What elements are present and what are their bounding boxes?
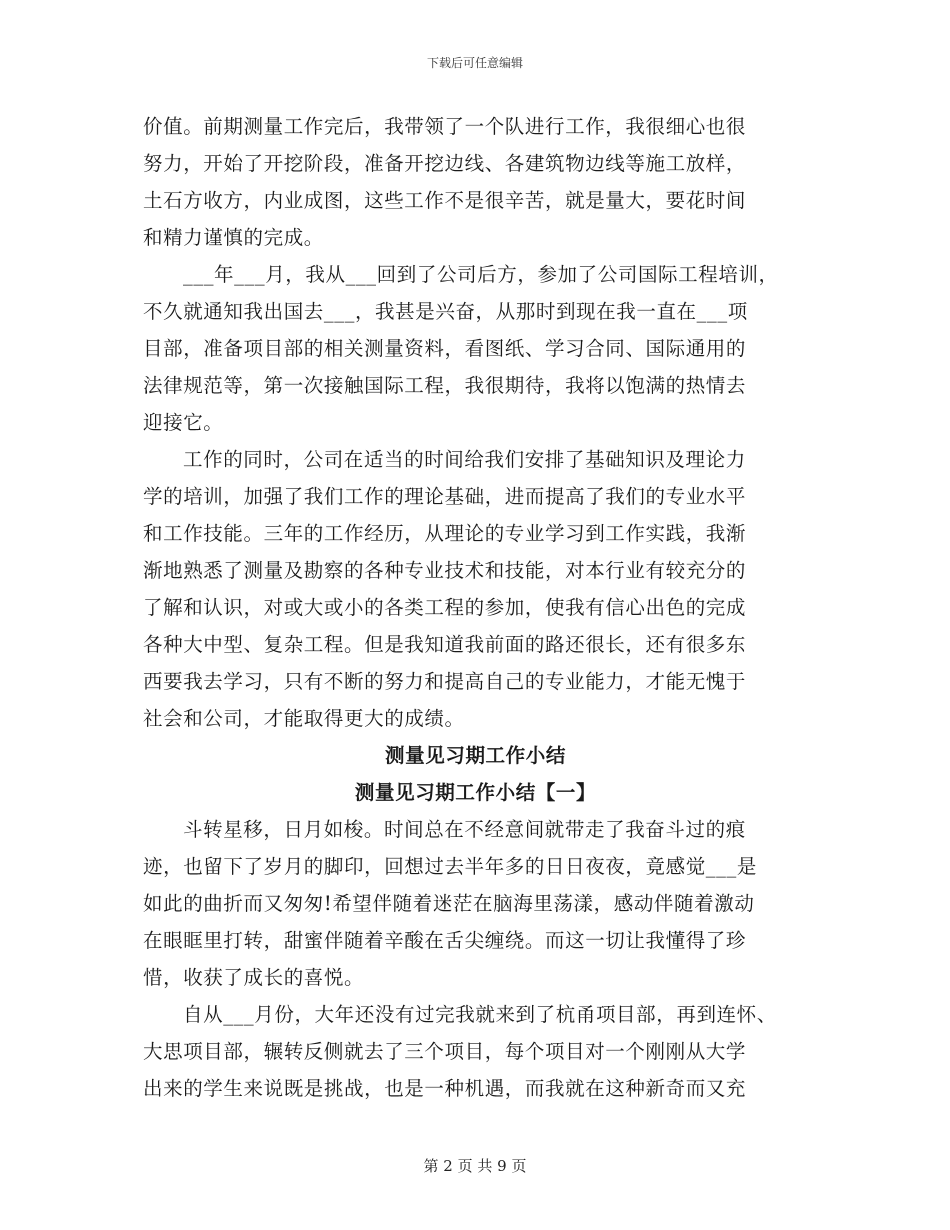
- page-footer: 第 2 页 共 9 页: [423, 1157, 527, 1175]
- text-line: 和精力谨慎的完成。: [143, 226, 324, 249]
- paragraph-1: [143, 108, 808, 256]
- text-line: 渐地熟悉了测量及勘察的各种专业技术和技能，对本行业有较充分的: [143, 559, 747, 582]
- text-line: 在眼眶里打转，甜蜜伴随着辛酸在舌尖缠绕。而这一切让我懂得了珍: [143, 929, 747, 952]
- text-line: 不久就通知我出国去___，我甚是兴奋，从那时到现在我一直在___项: [143, 300, 748, 323]
- page-header: 下载后可任意编辑: [426, 56, 523, 70]
- text-line: 目部，准备项目部的相关测量资料，看图纸、学习合同、国际通用的: [143, 337, 747, 360]
- text-line: 大思项目部，辗转反侧就去了三个项目，每个项目对一个刚刚从大学: [143, 1040, 747, 1063]
- document-title: 测量见习期工作小结: [385, 744, 566, 767]
- text-line: 社会和公司，才能取得更大的成绩。: [143, 707, 465, 730]
- text-line: 各种大中型、复杂工程。但是我知道我前面的路还很长，还有很多东: [143, 633, 747, 656]
- text-line: 法律规范等，第一次接触国际工程，我很期待，我将以饱满的热情去: [143, 374, 747, 397]
- paragraph-4: [143, 811, 808, 996]
- text-line: 土石方收方，内业成图，这些工作不是很辛苦，就是量大，要花时间: [143, 189, 747, 212]
- text-line: 如此的曲折而又匆匆!希望伴随着迷茫在脑海里荡漾，感动伴随着激动: [143, 892, 755, 915]
- text-line: 出来的学生来说既是挑战，也是一种机遇，而我就在这种新奇而又充: [143, 1077, 747, 1100]
- text-line: 学的培训，加强了我们工作的理论基础，进而提高了我们的专业水平: [143, 485, 747, 508]
- text-line: 惜，收获了成长的喜悦。: [143, 966, 365, 989]
- text-line: 价值。前期测量工作完后，我带领了一个队进行工作，我很细心也很: [143, 115, 747, 138]
- paragraph-5: [143, 996, 808, 1107]
- text-line: 斗转星移，日月如梭。时间总在不经意间就带走了我奋斗过的痕: [183, 818, 746, 841]
- text-line: ___年___月，我从___回到了公司后方，参加了公司国际工程培训，: [183, 263, 779, 286]
- text-line: 了解和认识，对或大或小的各类工程的参加，使我有信心出色的完成: [143, 596, 747, 619]
- text-line: 自从___月份，大年还没有过完我就来到了杭甬项目部，再到连怀、: [183, 1003, 777, 1026]
- text-line: 努力，开始了开挖阶段，准备开挖边线、各建筑物边线等施工放样，: [143, 152, 747, 175]
- paragraph-2: [143, 256, 808, 441]
- text-line: 迹，也留下了岁月的脚印，回想过去半年多的日日夜夜，竟感觉___是: [143, 855, 757, 878]
- paragraph-3: [143, 441, 808, 737]
- section-title: 测量见习期工作小结【一】: [354, 781, 597, 804]
- text-line: 工作的同时，公司在适当的时间给我们安排了基础知识及理论力: [183, 448, 746, 471]
- text-line: 迎接它。: [143, 411, 224, 434]
- text-line: 和工作技能。三年的工作经历，从理论的专业学习到工作实践，我渐: [143, 522, 747, 545]
- document-body: [143, 108, 808, 1107]
- text-line: 西要我去学习，只有不断的努力和提高自己的专业能力，才能无愧于: [143, 670, 747, 693]
